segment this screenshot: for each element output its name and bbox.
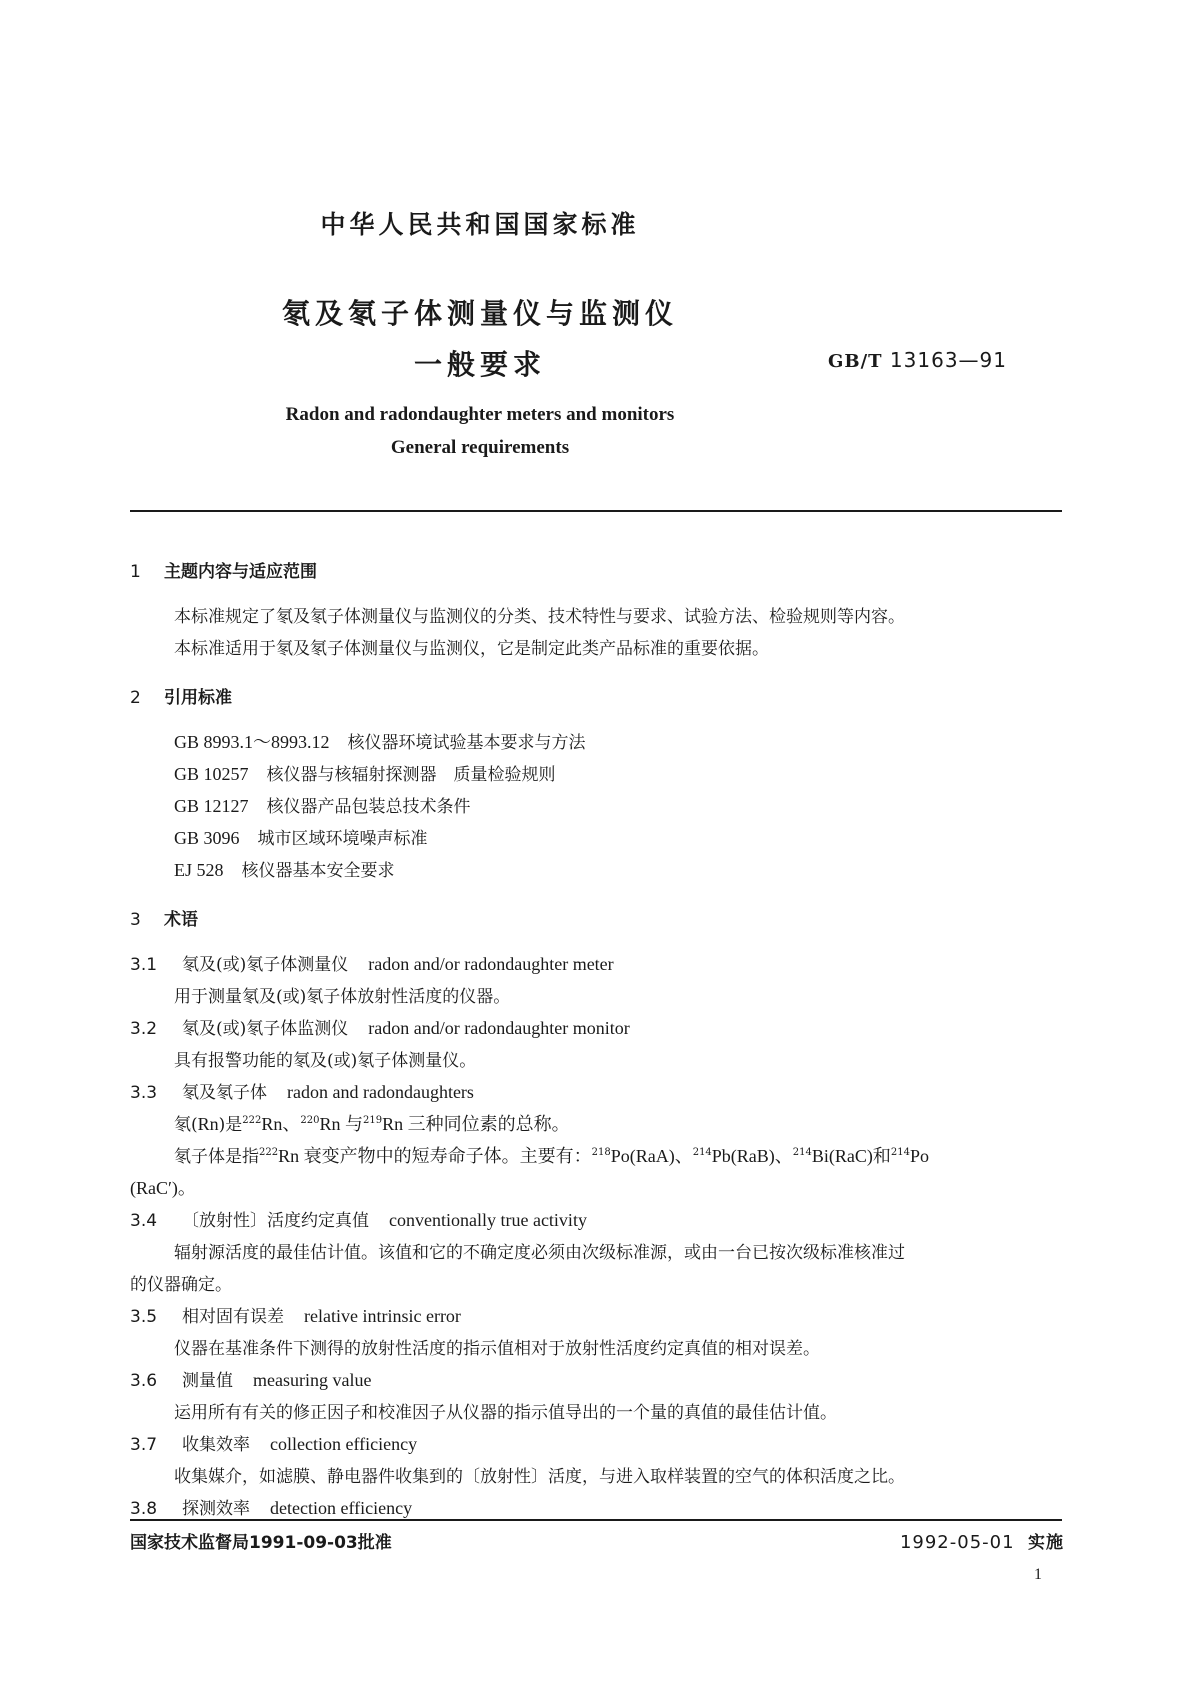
section-1-heading <box>130 557 317 582</box>
term-chinese: 收集效率 <box>182 1435 250 1455</box>
term-chinese: 氡及(或)氡子体测量仪 <box>182 955 349 975</box>
term-chinese: 氡及氡子体 <box>182 1083 267 1103</box>
document-title-line1: 氡及氡子体测量仪与监测仪 <box>281 297 678 330</box>
effective-line <box>900 1528 1064 1553</box>
symbol-run: Rn 与 <box>319 1114 364 1134</box>
term-english: collection efficiency <box>270 1434 418 1454</box>
term-3-6 <box>130 1366 371 1391</box>
reference-title: 核仪器环境试验基本要求与方法 <box>347 733 586 753</box>
section-1-number: 1 <box>130 562 141 582</box>
term-number: 3.3 <box>130 1083 158 1103</box>
mass-number: 214 <box>792 1147 812 1158</box>
term-3-1-definition: 用于测量氡及(或)氡子体放射性活度的仪器。 <box>174 987 511 1007</box>
section-2-title: 引用标准 <box>164 688 232 708</box>
term-3-8 <box>130 1494 412 1519</box>
section-3-number: 3 <box>130 910 141 930</box>
term-3-3 <box>130 1078 474 1103</box>
text-run: 氡子体是指 <box>174 1147 259 1167</box>
reference-title: 核仪器与核辐射探测器 质量检验规则 <box>266 765 556 785</box>
reference-code: GB 10257 <box>174 764 249 784</box>
section-1-paragraph-2: 本标准适用于氡及氡子体测量仪与监测仪，它是制定此类产品标准的重要依据。 <box>174 639 769 659</box>
page-number: 1 <box>1034 1566 1042 1583</box>
reference-title: 核仪器产品包装总技术条件 <box>266 797 471 817</box>
mass-number: 218 <box>591 1147 611 1158</box>
text-run: 氡( <box>174 1115 198 1135</box>
term-english: radon and radondaughters <box>287 1082 474 1102</box>
term-number: 3.8 <box>130 1499 158 1519</box>
symbol-run: Bi(RaC)和 <box>811 1146 891 1166</box>
standard-number <box>828 348 1007 372</box>
header-divider <box>130 510 1062 512</box>
section-1-paragraph-1: 本标准规定了氡及氡子体测量仪与监测仪的分类、技术特性与要求、试验方法、检验规则等内容。 <box>174 607 905 627</box>
approval-authority: 国家技术监督局 <box>130 1533 249 1553</box>
section-3-title: 术语 <box>164 910 198 930</box>
reference-code: GB 12127 <box>174 796 249 816</box>
term-number: 3.7 <box>130 1435 158 1455</box>
term-3-3-definition-a <box>174 1110 570 1136</box>
term-chinese: 探测效率 <box>182 1499 250 1519</box>
mass-number: 220 <box>300 1115 320 1126</box>
term-english: radon and/or radondaughter monitor <box>368 1018 630 1038</box>
term-english: detection efficiency <box>270 1498 413 1518</box>
term-english: conventionally true activity <box>389 1210 587 1230</box>
approval-suffix: 批准 <box>357 1533 392 1553</box>
effective-suffix: 实施 <box>1028 1533 1064 1553</box>
term-english: radon and/or radondaughter meter <box>368 954 614 974</box>
section-2-heading <box>130 683 232 708</box>
section-1-title: 主题内容与适应范围 <box>164 562 317 582</box>
section-2-number: 2 <box>130 688 141 708</box>
term-english: measuring value <box>253 1370 372 1390</box>
term-3-7-definition: 收集媒介，如滤膜、静电器件收集到的〔放射性〕活度，与进入取样装置的空气的体积活度之比。 <box>174 1467 905 1487</box>
reference-title: 核仪器基本安全要求 <box>241 861 395 881</box>
term-3-5 <box>130 1302 461 1327</box>
term-number: 3.1 <box>130 955 158 975</box>
mass-number: 214 <box>890 1147 910 1158</box>
section-3-heading <box>130 905 198 930</box>
mass-number: 222 <box>242 1115 262 1126</box>
term-english: relative intrinsic error <box>304 1306 461 1326</box>
term-chinese: 〔放射性〕活度约定真值 <box>182 1211 369 1231</box>
term-3-3-definition-b-cont: (RaC′)。 <box>130 1178 196 1198</box>
term-number: 3.5 <box>130 1307 158 1327</box>
term-chinese: 相对固有误差 <box>182 1307 284 1327</box>
reference-code: GB 3096 <box>174 828 240 848</box>
standard-prefix: GB/T <box>828 351 883 372</box>
symbol-run: Rn 三种同位素的总称。 <box>382 1114 570 1134</box>
effective-date: 1992-05-01 <box>899 1532 1015 1553</box>
term-3-4-definition-2: 的仪器确定。 <box>130 1275 232 1295</box>
approval-date: 1991-09-03 <box>249 1533 358 1553</box>
term-3-6-definition: 运用所有有关的修正因子和校准因子从仪器的指示值导出的一个量的真值的最佳估计值。 <box>174 1403 837 1423</box>
term-chinese: 氡及(或)氡子体监测仪 <box>182 1019 349 1039</box>
english-title-line1: Radon and radondaughter meters and monitors <box>285 404 675 425</box>
reference-item <box>174 728 586 754</box>
english-title-line2: General requirements <box>390 437 570 458</box>
term-3-4-definition-1: 辐射源活度的最佳估计值。该值和它的不确定度必须由次级标准源，或由一台已按次级标准核准过 <box>174 1243 905 1263</box>
mass-number: 219 <box>363 1115 383 1126</box>
symbol-run: Po <box>909 1146 929 1166</box>
term-3-1 <box>130 950 614 975</box>
symbol-run: Pb(RaB)、 <box>711 1146 793 1166</box>
term-3-2-definition: 具有报警功能的氡及(或)氡子体测量仪。 <box>174 1051 477 1071</box>
text-run: )是 <box>218 1115 243 1135</box>
term-3-2 <box>130 1014 630 1039</box>
reference-code: GB 8993.1～8993.12 <box>174 732 330 752</box>
reference-item <box>174 760 556 785</box>
term-3-5-definition: 仪器在基准条件下测得的放射性活度的指示值相对于放射性活度约定真值的相对误差。 <box>174 1339 820 1359</box>
term-chinese: 测量值 <box>182 1371 233 1391</box>
symbol-run: Rn、 <box>261 1114 301 1134</box>
symbol-run: Rn 衰变产物中的短寿命子体。主要有： <box>278 1146 592 1166</box>
term-3-7 <box>130 1430 417 1455</box>
reference-item <box>174 824 428 849</box>
reference-code: EJ 528 <box>174 860 224 880</box>
reference-title: 城市区域环境噪声标准 <box>257 829 428 849</box>
term-number: 3.6 <box>130 1371 158 1391</box>
reference-item <box>174 792 471 817</box>
approval-line <box>130 1528 392 1553</box>
symbol-run: Rn <box>197 1114 219 1134</box>
document-title-line2: 一般要求 <box>413 348 546 381</box>
mass-number: 214 <box>692 1147 712 1158</box>
reference-item <box>174 856 395 881</box>
standard-code: 13163—91 <box>889 348 1007 372</box>
mass-number: 222 <box>259 1147 279 1158</box>
term-number: 3.4 <box>130 1211 158 1231</box>
symbol-run: Po(RaA)、 <box>610 1146 693 1166</box>
national-standard-heading: 中华人民共和国国家标准 <box>320 210 640 239</box>
term-number: 3.2 <box>130 1019 158 1039</box>
term-3-4 <box>130 1206 587 1231</box>
term-3-3-definition-b <box>174 1142 929 1168</box>
footer-divider <box>130 1519 1062 1521</box>
